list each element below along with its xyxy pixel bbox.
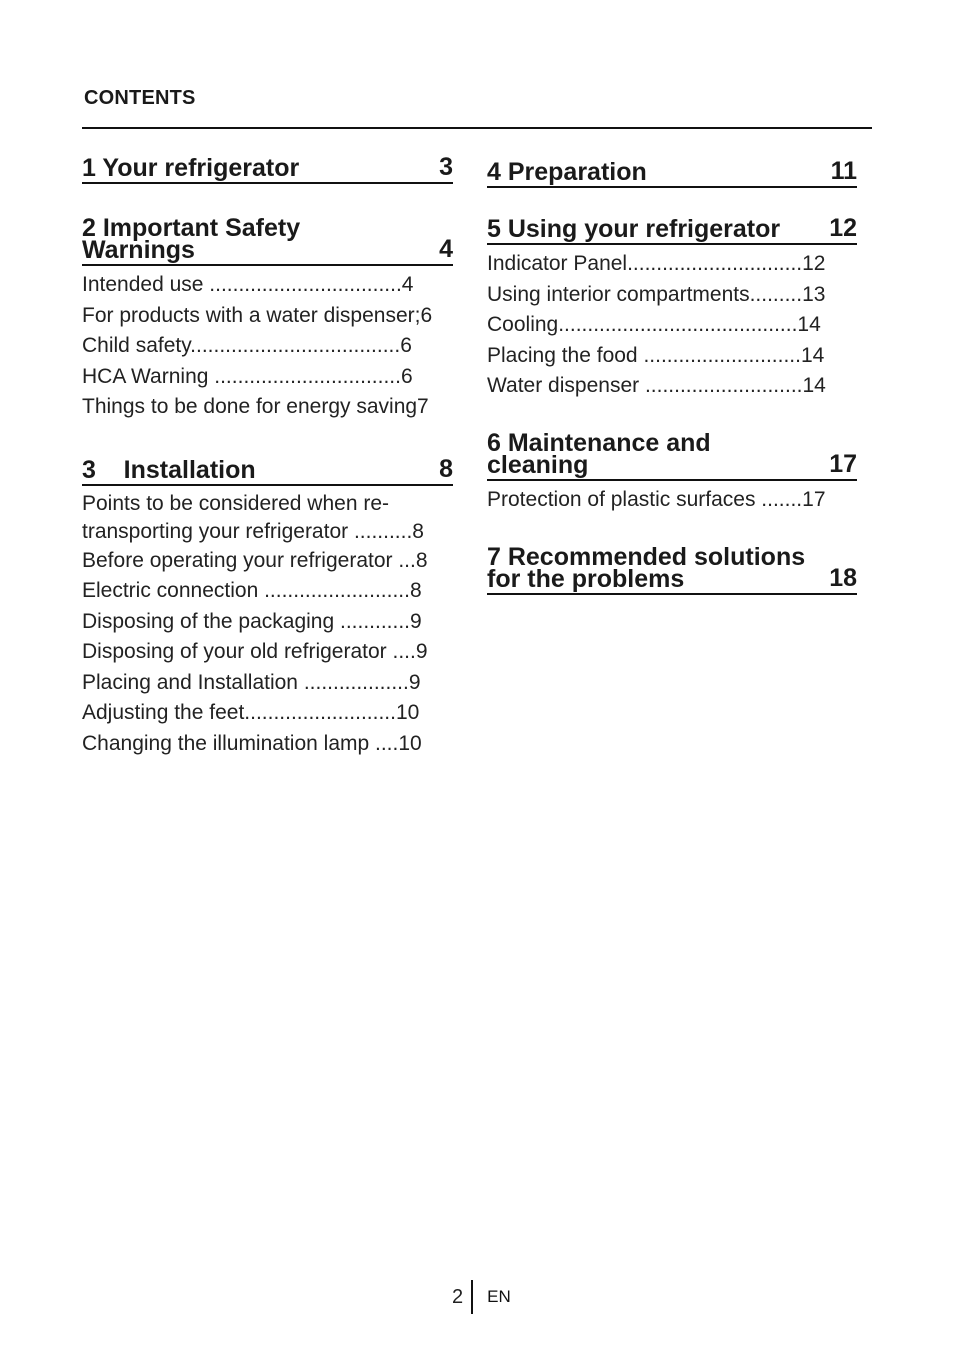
section-title: 4 Preparation: [487, 158, 647, 186]
section-entries: [487, 485, 857, 516]
section-title-cont: for the problems: [487, 565, 685, 593]
section-title: 3 Installation: [82, 455, 256, 484]
section-heading[interactable]: [82, 214, 453, 266]
section-heading[interactable]: [82, 454, 453, 486]
section-heading[interactable]: [487, 543, 857, 595]
toc-entry[interactable]: Intended use .................................4: [82, 273, 414, 296]
toc-entry[interactable]: Child safety....................................6: [82, 334, 412, 357]
section-title: 5 Using your refrigerator: [487, 215, 781, 243]
section-page-number: 8: [439, 454, 453, 483]
section-page-number: 4: [439, 235, 453, 263]
footer-page-number: 2: [452, 1285, 464, 1308]
section-entries: [82, 490, 453, 760]
toc-entry[interactable]: Water dispenser ...........................14: [487, 374, 826, 397]
toc-entry[interactable]: Points to be considered when re-transporting your refrigerator ..........8: [82, 491, 424, 543]
section-page-number: 11: [830, 157, 857, 185]
toc-entry[interactable]: Things to be done for energy saving7: [82, 395, 429, 418]
toc-entry[interactable]: Using interior compartments.........13: [487, 282, 826, 306]
toc-section-4: [487, 157, 857, 188]
section-entries: [82, 270, 453, 423]
section-title-cont: cleaning: [487, 450, 589, 479]
toc-section-6: [487, 428, 857, 516]
section-heading[interactable]: [487, 428, 857, 481]
section-heading[interactable]: [82, 153, 453, 184]
section-page-number: 18: [829, 564, 857, 592]
toc-entry[interactable]: Cooling.........................................14: [487, 313, 821, 336]
footer-language: EN: [487, 1287, 511, 1306]
toc-left-column: [82, 150, 453, 759]
toc-entry[interactable]: Placing the food ...........................14: [487, 343, 825, 367]
footer-divider: [471, 1280, 473, 1314]
toc-entry[interactable]: Protection of plastic surfaces .......17: [487, 487, 826, 511]
toc-right-column: [487, 150, 857, 595]
section-title: 7 Recommended solutions: [487, 543, 806, 571]
toc-entry[interactable]: Disposing of your old refrigerator ....9: [82, 640, 428, 663]
section-title: 2 Important Safety: [82, 214, 301, 242]
toc-section-2: [82, 214, 453, 423]
section-title: 1 Your refrigerator: [82, 154, 300, 182]
page-title: CONTENTS: [84, 87, 196, 109]
page-footer: [452, 1280, 511, 1314]
toc-entry[interactable]: For products with a water dispenser;6: [82, 303, 433, 327]
section-heading[interactable]: [487, 214, 857, 245]
header-divider: [82, 127, 872, 129]
section-entries: [487, 249, 857, 402]
toc-entry[interactable]: Electric connection .........................8: [82, 579, 422, 602]
toc-section-5: [487, 214, 857, 402]
toc-entry[interactable]: Before operating your refrigerator ...8: [82, 548, 428, 572]
toc-entry[interactable]: Changing the illumination lamp ....10: [82, 731, 422, 755]
toc-section-3: [82, 454, 453, 760]
toc-entry[interactable]: Disposing of the packaging ............9: [82, 609, 422, 633]
toc-entry[interactable]: Placing and Installation ..................9: [82, 670, 421, 694]
section-page-number: 12: [829, 214, 857, 242]
section-title-cont: Warnings: [82, 236, 195, 264]
section-heading[interactable]: [487, 157, 857, 188]
toc-entry[interactable]: HCA Warning ................................6: [82, 364, 413, 388]
toc-section-7: [487, 543, 857, 595]
toc-section-1: [82, 153, 453, 184]
toc-entry[interactable]: Adjusting the feet..........................10: [82, 701, 420, 724]
section-page-number: 3: [439, 153, 453, 181]
section-title: 6 Maintenance and: [487, 428, 711, 457]
toc-entry[interactable]: Indicator Panel..............................12: [487, 252, 826, 275]
section-page-number: 17: [829, 449, 857, 478]
